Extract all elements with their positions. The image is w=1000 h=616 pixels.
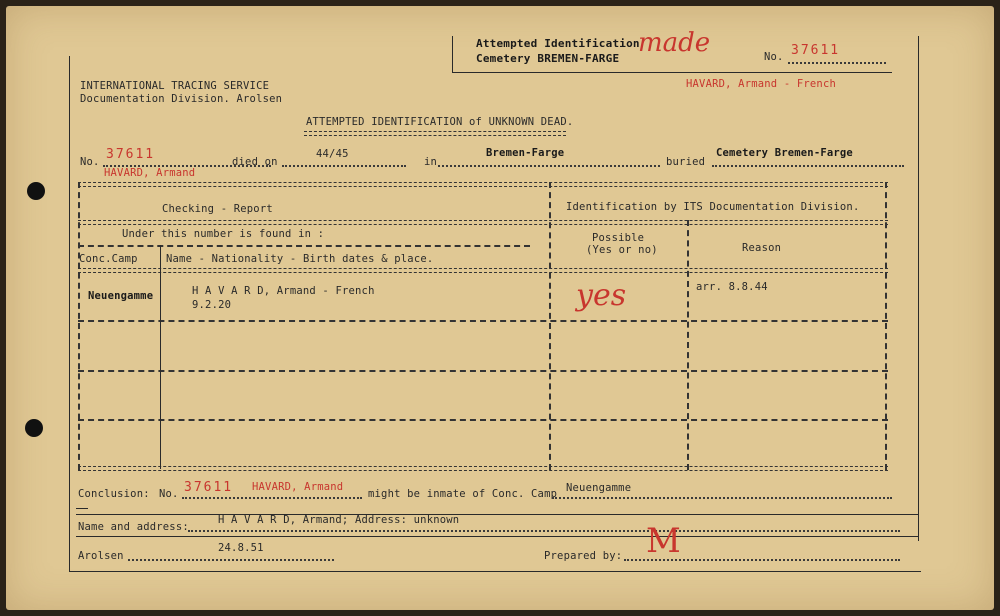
table-column-header-divider	[78, 268, 888, 273]
row-birth-date: 9.2.20	[192, 299, 232, 311]
stamp-line-2: Cemetery BREMEN-FARGE	[476, 52, 620, 65]
row-divider-3	[78, 419, 888, 421]
separator-address-top	[76, 514, 918, 515]
index-card	[6, 6, 994, 610]
column-header-camp: Conc.Camp	[79, 253, 138, 265]
table-top-border	[78, 182, 888, 187]
buried-dots	[712, 165, 904, 167]
record-no-label: No.	[80, 156, 100, 168]
table-header-divider	[78, 220, 888, 225]
row-divider-1	[78, 320, 888, 322]
column-header-reason: Reason	[742, 242, 782, 254]
possible-reason-divider	[687, 220, 689, 470]
org-line-2: Documentation Division. Arolsen	[80, 93, 283, 105]
identification-header: Identification by ITS Documentation Division.	[566, 201, 860, 213]
record-no-value: 37611	[106, 147, 156, 162]
table-left-border	[78, 182, 80, 470]
died-dots	[282, 165, 406, 167]
table-right-border	[885, 182, 887, 470]
punch-hole-top	[27, 182, 45, 200]
card-frame-bottom	[69, 571, 921, 572]
camp-column-divider	[160, 245, 161, 469]
row-reason: arr. 8.8.44	[696, 281, 768, 293]
address-value: H A V A R D, Armand; Address: unknown	[218, 514, 460, 526]
punch-hole-bottom	[25, 419, 43, 437]
conclusion-label: Conclusion:	[78, 488, 150, 500]
org-line-1: INTERNATIONAL TRACING SERVICE	[80, 80, 270, 92]
row-possible-yes: yes	[576, 278, 627, 313]
table-bottom-border	[78, 466, 888, 471]
died-label: died on	[232, 156, 278, 168]
conclusion-camp: Neuengamme	[566, 482, 632, 494]
row-name: H A V A R D, Armand - French	[192, 285, 375, 297]
top-no-label: No.	[764, 51, 784, 63]
buried-value: Cemetery Bremen-Farge	[716, 147, 853, 159]
title-underline	[304, 131, 566, 136]
buried-label: buried	[666, 156, 706, 168]
stamp-border-bottom	[452, 72, 892, 73]
address-label: Name and address:	[78, 521, 189, 533]
record-name-under-no: HAVARD, Armand	[104, 167, 196, 179]
under-number-label: Under this number is found in :	[122, 228, 325, 240]
conclusion-no-value: 37611	[184, 480, 234, 495]
prepared-by-label: Prepared by:	[544, 550, 623, 562]
form-title: ATTEMPTED IDENTIFICATION of UNKNOWN DEAD.	[306, 116, 574, 128]
place-dots	[438, 165, 660, 167]
row-divider-2	[78, 370, 888, 372]
in-label: in	[424, 156, 438, 168]
stamp-border-left	[452, 36, 453, 72]
signature: M	[646, 521, 681, 561]
top-name-nationality: HAVARD, Armand - French	[686, 78, 836, 90]
footer-date: 24.8.51	[218, 542, 264, 554]
stamp-line-1: Attempted Identification	[476, 37, 640, 50]
card-frame-right	[918, 36, 919, 541]
conclusion-name: HAVARD, Armand	[252, 481, 344, 493]
place-value: Bremen-Farge	[486, 147, 565, 159]
checking-report-header: Checking - Report	[162, 203, 273, 215]
conclusion-no-label: No.	[159, 488, 179, 500]
row-camp: Neuengamme	[88, 290, 154, 302]
separator-short	[76, 508, 88, 509]
separator-footer-top	[76, 536, 918, 537]
conclusion-mid-text: might be inmate of Conc. Camp	[368, 488, 558, 500]
conclusion-camp-dots	[552, 497, 892, 499]
column-header-possible-1: Possible	[592, 232, 645, 244]
card-frame-left	[69, 56, 70, 572]
top-no-dots	[788, 62, 886, 64]
stamp-handwritten-made: made	[638, 28, 711, 58]
address-dots	[188, 530, 900, 532]
top-no-value: 37611	[791, 43, 841, 58]
conclusion-no-dots	[182, 497, 362, 499]
column-header-possible-2: (Yes or no)	[586, 244, 658, 256]
died-value: 44/45	[316, 148, 349, 160]
column-header-name: Name - Nationality - Birth dates & place.	[166, 253, 434, 265]
subheader-divider-left	[78, 245, 530, 247]
footer-place: Arolsen	[78, 550, 124, 562]
footer-date-dots	[128, 559, 334, 561]
checking-ident-divider	[549, 182, 551, 470]
